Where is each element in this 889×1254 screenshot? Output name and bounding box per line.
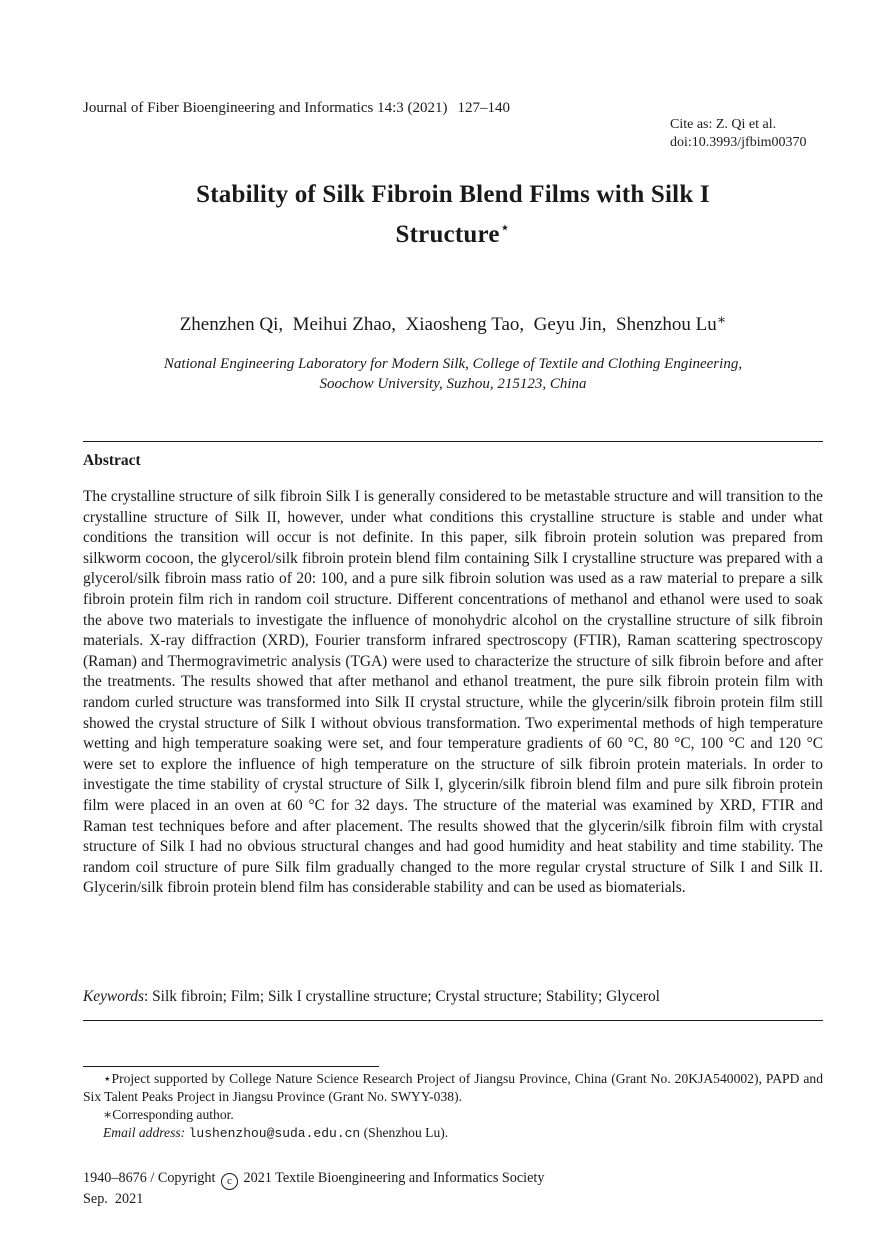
issn-text: 1940–8676 / Copyright (83, 1170, 216, 1186)
doi-text: doi:10.3993/jfbim00370 (670, 135, 807, 150)
page-range: 127–140 (457, 100, 510, 116)
author-name: Geyu Jin, (533, 314, 607, 335)
paper-title (83, 178, 823, 251)
abstract-heading: Abstract (83, 452, 141, 469)
cite-as-text: Cite as: Z. Qi et al. (670, 117, 777, 132)
author-name: Shenzhou Lu (616, 314, 717, 335)
email-owner: (Shenzhou Lu). (363, 1125, 449, 1140)
author-name: Zhenzhen Qi, (179, 314, 284, 335)
abstract-text: The crystalline structure of silk fibroin Silk I is generally considered to be metastable structure and will transition to the crystalline structure of Silk II, however, under what conditions this crystalline structure is stable and under what conditions the transition will occur is not definite. In this paper, silk fibroin protein solution was prepared from silkworm cocoon, the glycerol/silk fibroin protein blend film containing Silk I crystalline structure was prepared with a glycerol/silk fibroin mass ratio of 20: 100, and a pure silk fibroin solution was used as a raw material to prepare a silk fibroin protein film rich in random coil structure. Different concentrations of methanol and ethanol were used to soak the above two materials to investigate the influence of monohydric alcohol on the crystalline structure of silk fibroin materials. X-ray diffraction (XRD), Fourier transform infrared spectroscopy (FTIR), Raman scattering spectroscopy (Raman) and Thermogravimetric analysis (TGA) were used to characterize the structure of silk fibroin before and after the treatments. The results showed that after methanol and ethanol treatment, the pure silk fibroin protein film with random curled structure was transformed into Silk II crystal structure, while the glycerin/silk fibroin protein film still showed the crystal structure of Silk I without obvious transformation. Two experimental methods of high temperature wetting and high temperature soaking were set, and four temperature gradients of 60 °C, 80 °C, 100 °C and 120 °C were set to explore the influence of high temperature on the structure of silk fibroin protein materials. In order to investigate the time stability of crystal structure of Silk I, glycerin/silk fibroin blend film and pure silk fibroin protein film were placed in an oven at 60 °C for 32 days. The structure of the material was examined by XRD, FTIR and Raman test techniques before and after placement. The results showed that the glycerin/silk fibroin film with crystal structure of Silk I had no obvious structural changes and had good humidity and heat stability and time stability. The random coil structure of pure Silk film gradually changed to the more regular crystal structure of Silk I and Silk II. Glycerin/silk fibroin protein blend film has considerable stability and can be used as biomaterials. (83, 488, 823, 897)
cite-as-block (670, 116, 807, 152)
email-label: Email address: (103, 1125, 186, 1140)
footnote-email (83, 1124, 823, 1143)
journal-citation-line (83, 99, 510, 117)
author-name: Xiaosheng Tao, (405, 314, 525, 335)
keywords-line (83, 987, 823, 1007)
publication-date: Sep. 2021 (83, 1191, 144, 1207)
title-line-2: Structure (395, 221, 500, 248)
title-footnote-marker: ⋆ (499, 218, 511, 237)
author-name: Meihui Zhao, (292, 314, 397, 335)
journal-name: Journal of Fiber Bioengineering and Informatics 14:3 (2021) (83, 100, 448, 116)
affiliation (83, 354, 823, 394)
title-line-1: Stability of Silk Fibroin Blend Films with Silk I (196, 181, 710, 208)
copyright-holder: 2021 Textile Bioengineering and Informatics Society (243, 1170, 545, 1186)
publication-info (83, 1169, 544, 1209)
abstract-top-rule (83, 441, 823, 442)
affiliation-line-2: Soochow University, Suzhou, 215123, China (319, 376, 587, 392)
email-address[interactable]: lushenzhou@suda.edu.cn (188, 1126, 361, 1141)
keywords-label: Keywords (83, 988, 144, 1005)
keywords-list: : Silk fibroin; Film; Silk I crystalline structure; Crystal structure; Stability; Glycerol (144, 988, 660, 1005)
footnotes (83, 1070, 823, 1143)
copyright-line (83, 1169, 544, 1190)
author-list (83, 309, 823, 337)
copyright-icon: c (221, 1173, 238, 1190)
footnote-corresponding: ∗Corresponding author. (103, 1107, 234, 1122)
affiliation-line-1: National Engineering Laboratory for Modern Silk, College of Textile and Clothing Engineering, (163, 356, 743, 372)
corresponding-author-marker: ∗ (716, 313, 727, 328)
footnote-rule (83, 1066, 379, 1067)
footnote-project-text: ⋆Project supported by College Nature Science Research Project of Jiangsu Province, China (Grant No. 20KJA540002), PAPD and Six Talent Peaks Project in Jiangsu Province (Grant No. SWYY-038). (83, 1071, 823, 1104)
footnote-project (83, 1070, 823, 1106)
abstract-bottom-rule (83, 1020, 823, 1021)
